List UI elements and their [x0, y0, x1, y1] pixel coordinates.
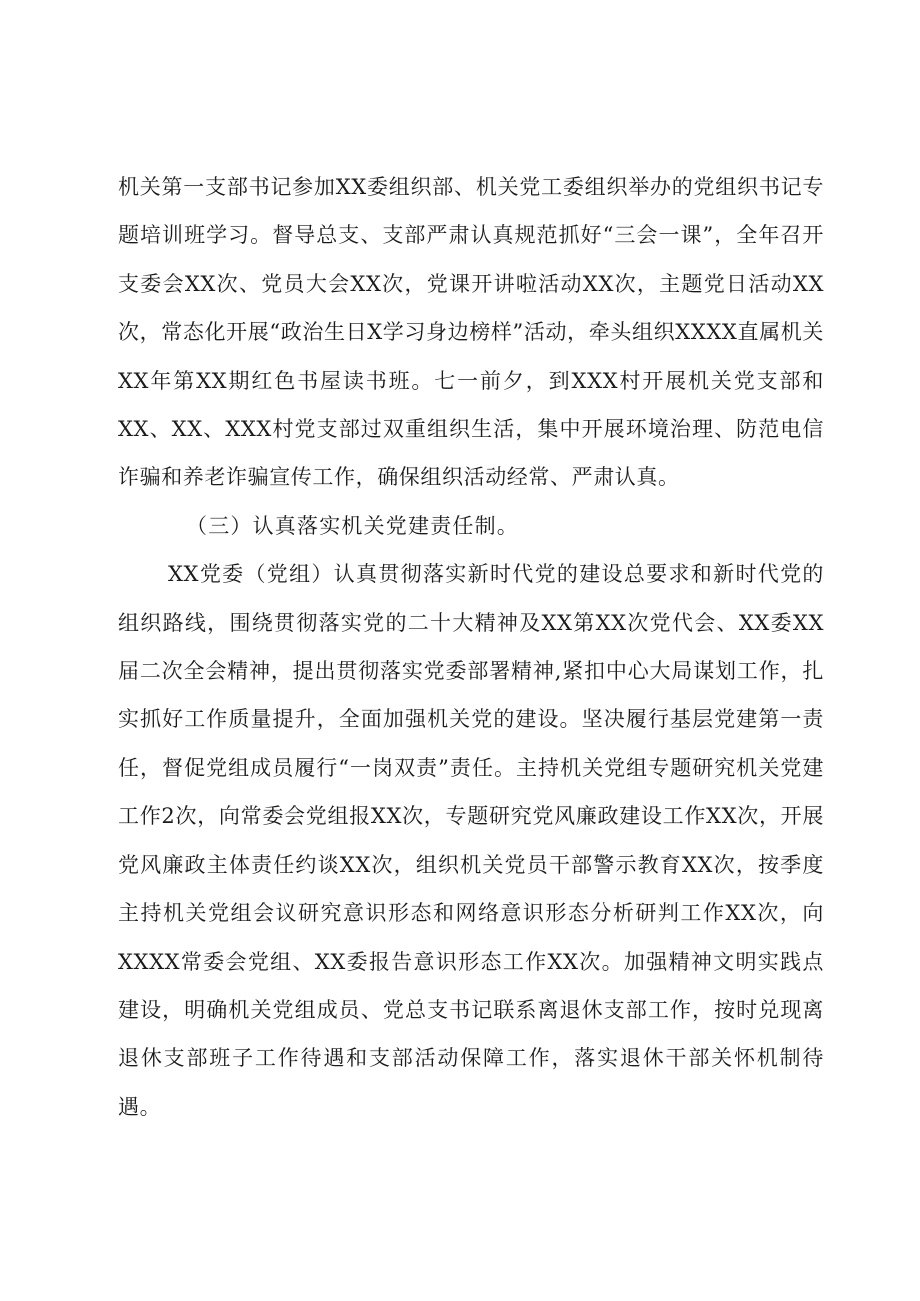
section-heading: （三）认真落实机关党建责任制。	[186, 513, 519, 538]
document-body	[118, 163, 824, 1131]
body-paragraph-continued: 机关第一支部书记参加XX委组织部、机关党工委组织举办的党组织书记专题培训班学习。督导总支、支部严肃认真规范抓好“三会一课”，全年召开支委会XX次、党员大会XX次，党课开讲啦活动XX次，主题党日活动XX次，常态化开展“政治生日X学习身边榜样”活动，牵头组织XXXX直属机关XX年第XX期红色书屋读书班。七一前夕，到XXX村开展机关党支部和XX、XX、XXX村党支部过双重组织生活，集中开展环境治理、防范电信诈骗和养老诈骗宣传工作，确保组织活动经常、严肃认真。	[118, 175, 824, 490]
body-paragraph: XX党委（党组）认真贯彻落实新时代党的建设总要求和新时代党的组织路线，围绕贯彻落实党的二十大精神及XX第XX次党代会、XX委XX届二次全会精神，提出贯彻落实党委部署精神,紧扣中心大局谋划工作，扎实抓好工作质量提升，全面加强机关党的建设。坚决履行基层党建第一责任，督促党组成员履行“一岗双责”责任。主持机关党组专题研究机关党建工作2次，向常委会党组报XX次，专题研究党风廉政建设工作XX次，开展党风廉政主体责任约谈XX次，组织机关党员干部警示教育XX次，按季度主持机关党组会议研究意识形态和网络意识形态分析研判工作XX次，向XXXX常委会党组、XX委报告意识形态工作XX次。加强精神文明实践点建设，明确机关党组成员、党总支书记联系离退休支部工作，按时兑现离退休支部班子工作待遇和支部活动保障工作，落实退休干部关怀机制待遇。	[118, 562, 824, 1119]
